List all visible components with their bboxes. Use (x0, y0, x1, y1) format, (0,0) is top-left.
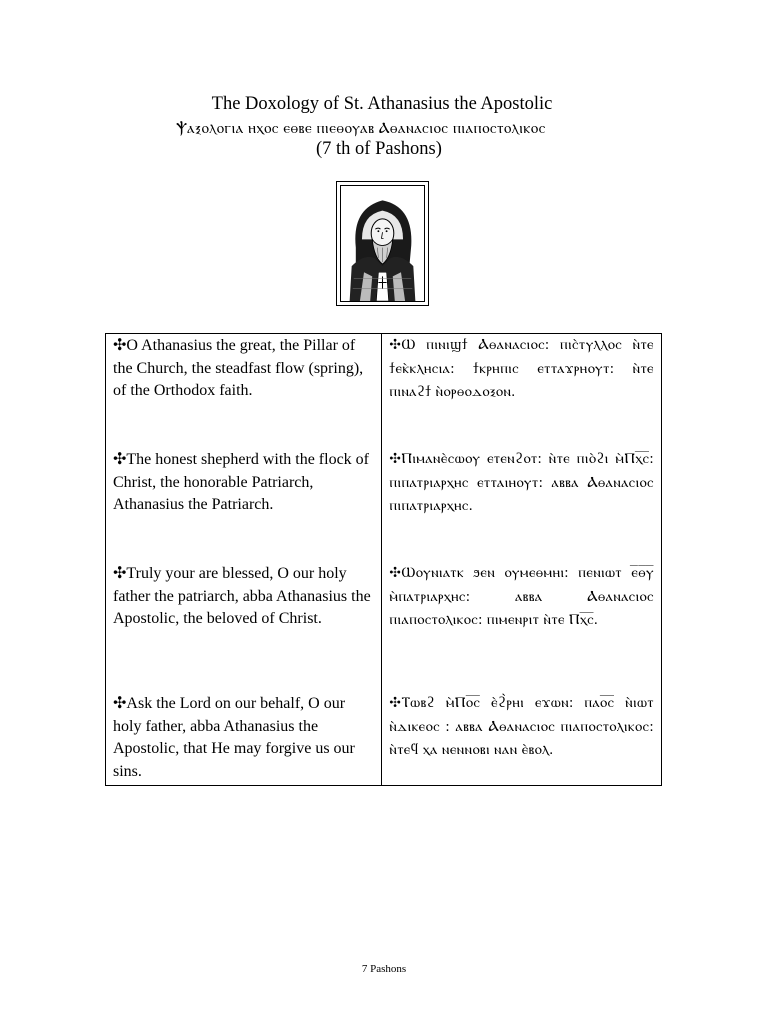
page-subtitle: (7 th of Pashons) (316, 139, 442, 159)
coptic-verse: ✣Ⲧⲱⲃϩ ⲙ̀Ⲡⲟ̅ⲥ̅ ⲉ̀ϩ̀ⲣⲏⲓ ⲉϫⲱⲛ: ⲡⲁⲟ̅ⲥ̅ ⲛ̀ⲓⲱⲧ ⲛ̀ⲇⲓⲕⲉⲟⲥ : ⲁⲃⲃⲁ Ⲁⲑⲁⲛⲁⲥⲓⲟⲥ ⲡⲓⲁⲡⲟⲥⲧⲟⲗⲓⲕⲟⲥ: ⲛ̀ⲧⲉϥ ⲭⲁ ⲛⲉⲛⲛⲟⲃⲓ ⲛⲁⲛ ⲉ̀ⲃⲟⲗ. (389, 695, 654, 758)
coptic-title: Ⲯⲁⲝⲟⲗⲟⲅⲓⲁ ⲏⲭⲟⲥ ⲉⲑⲃⲉ ⲡⲓⲉⲑⲟⲩⲁⲃ Ⲁⲑⲁⲛⲁⲥⲓⲟⲥ ⲡⲓⲁⲡⲟⲥⲧⲟⲗⲓⲕⲟⲥ (176, 121, 546, 137)
st-athanasius-icon (340, 185, 425, 302)
english-verse: ✣Truly your are blessed, O our holy father the patriarch, abba Athanasius the Apostolic, the beloved of Christ. (113, 565, 371, 627)
table-row (106, 334, 662, 786)
coptic-column (382, 334, 662, 786)
english-verse: ✣O Athanasius the great, the Pillar of the Church, the steadfast flow (spring), of the Orthodox faith. (113, 337, 364, 399)
english-verse: ✣Ask the Lord on our behalf, O our holy father, abba Athanasius the Apostolic, that He may forgive us our sins. (113, 695, 355, 780)
english-verse: ✣The honest shepherd with the flock of Christ, the honorable Patriarch, Athanasius the Patriarch. (113, 451, 370, 513)
coptic-verse: ✣Ⲡⲓⲙⲁⲛⲉ̀ⲥⲱⲟⲩ ⲉⲧⲉⲛϩⲟⲧ: ⲛ̀ⲧⲉ ⲡⲓⲟ̀ϩⲓ ⲙ̀Ⲡⲭ̅ⲥ̅: ⲡⲓⲡⲁⲧⲣⲓⲁⲣⲭⲏⲥ ⲉⲧⲧⲁⲓⲏⲟⲩⲧ: ⲁⲃⲃⲁ Ⲁⲑⲁⲛⲁⲥⲓⲟⲥ ⲡⲓⲡⲁⲧⲣⲓⲁⲣⲭⲏⲥ. (389, 451, 654, 514)
saint-icon-frame (336, 181, 429, 306)
page-title: The Doxology of St. Athanasius the Apostolic (211, 94, 553, 114)
english-column (106, 334, 382, 786)
coptic-verse: ✣Ⲱ ⲡⲓⲛⲓϣϯ Ⲁⲑⲁⲛⲁⲥⲓⲟⲥ: ⲡⲓⲥ̀ⲧⲩⲗⲗⲟⲥ ⲛ̀ⲧⲉ ϯⲉⲕ̀ⲕⲗⲏⲥⲓⲁ: ϯⲕⲣⲏⲡⲓⲥ ⲉⲧⲧⲁϫⲣⲏⲟⲩⲧ: ⲛ̀ⲧⲉ ⲡⲓⲛⲁϩϯ ⲛ̀ⲟⲣⲑⲟⲇⲟⲝⲟⲛ. (389, 337, 654, 400)
hymn-table (105, 333, 662, 786)
coptic-verse: ✣Ⲱⲟⲩⲛⲓⲁⲧⲕ ϧⲉⲛ ⲟⲩⲙⲉⲑⲙⲏⲓ: ⲡⲉⲛⲓⲱⲧ ⲉ̅ⲑ̅ⲩ̅ ⲙ̀ⲡⲁⲧⲣⲓⲁⲣⲭⲏⲥ: ⲁⲃⲃⲁ Ⲁⲑⲁⲛⲁⲥⲓⲟⲥ ⲡⲓⲁⲡⲟⲥⲧⲟⲗⲓⲕⲟⲥ: ⲡⲓⲙⲉⲛⲣⲓⲧ ⲛ̀ⲧⲉ Ⲡⲭ̅ⲥ̅. (389, 565, 654, 628)
page-footer-label: 7 Pashons (361, 963, 407, 975)
